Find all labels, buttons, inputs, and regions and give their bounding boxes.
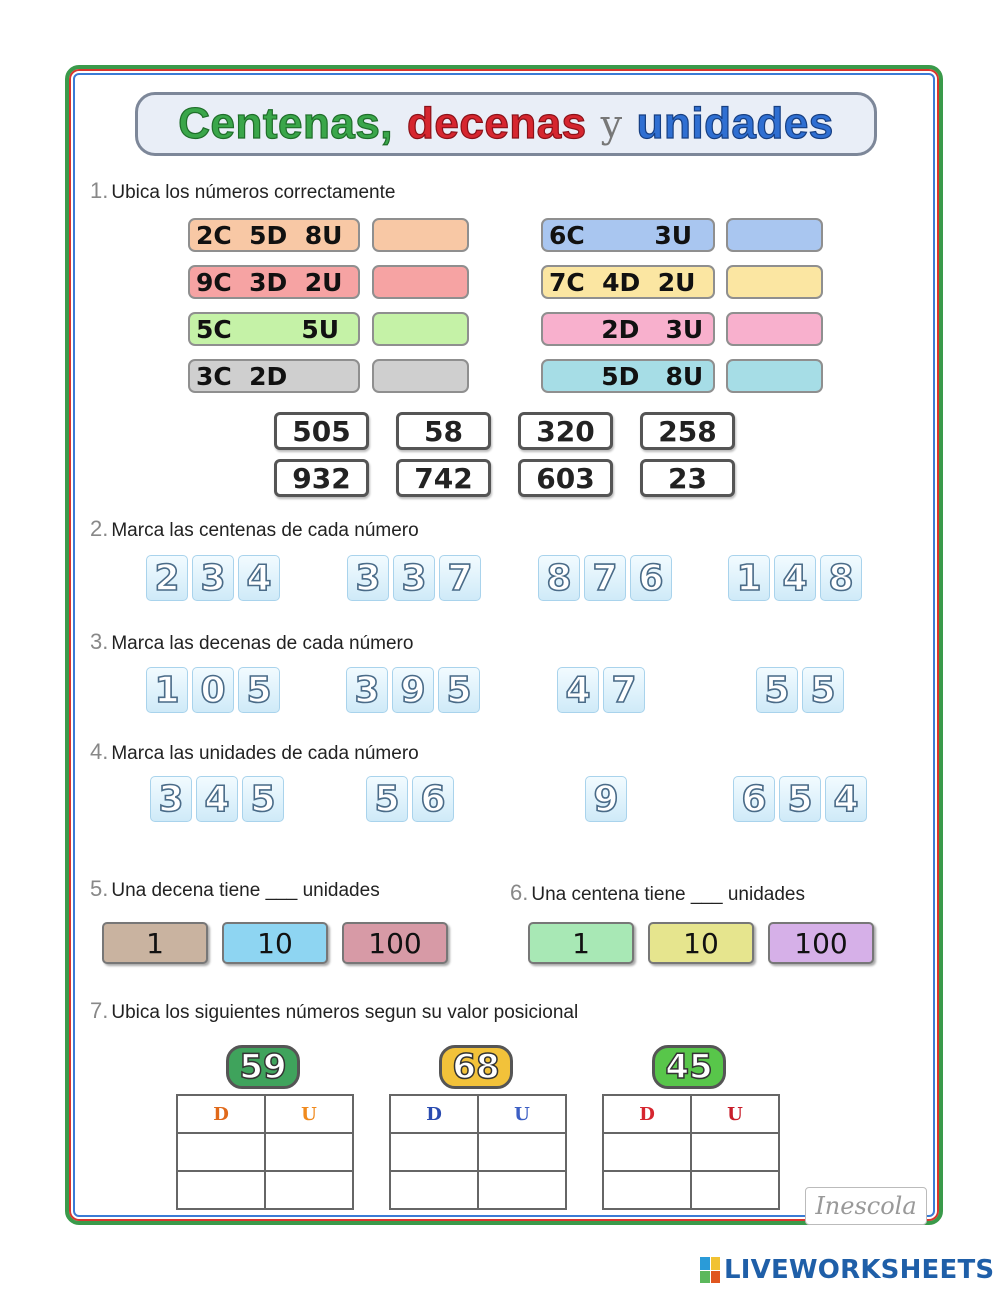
digit-tile[interactable]: 3	[346, 667, 388, 713]
digit-tile[interactable]: 3	[150, 776, 192, 822]
draggable-number[interactable]: 505	[274, 412, 369, 450]
answer-box-right-1[interactable]	[726, 265, 823, 299]
draggable-number[interactable]: 58	[396, 412, 491, 450]
digit-tile[interactable]: 3	[393, 555, 435, 601]
pill-right-1: 7C 4D 2U	[541, 265, 715, 299]
place-value-table	[389, 1094, 567, 1210]
digit-tile[interactable]: 5	[802, 667, 844, 713]
pill-left-2: 5C 5U	[188, 312, 360, 346]
input-cell-unidades[interactable]	[691, 1171, 779, 1209]
q5-option[interactable]: 10	[222, 922, 328, 964]
q6-option[interactable]: 10	[648, 922, 754, 964]
worksheet-title	[135, 92, 877, 156]
question-6-number: 6.	[510, 880, 529, 905]
question-2-text: Marca las centenas de cada número	[111, 520, 419, 541]
draggable-number[interactable]: 320	[518, 412, 613, 450]
header-unidades: U	[265, 1095, 353, 1133]
title-word-unidades: unidades	[636, 99, 834, 148]
digit-tile[interactable]: 4	[825, 776, 867, 822]
pill-right-2: 2D 3U	[541, 312, 715, 346]
question-4-text: Marca las unidades de cada número	[111, 743, 419, 764]
digit-tile[interactable]: 9	[392, 667, 434, 713]
digit-tile[interactable]: 5	[779, 776, 821, 822]
digit-tile[interactable]: 7	[603, 667, 645, 713]
header-decenas: D	[177, 1095, 265, 1133]
question-6	[510, 880, 805, 906]
pill-right-0: 6C 3U	[541, 218, 715, 252]
question-4	[90, 739, 419, 765]
place-value-table	[176, 1094, 354, 1210]
digit-tile[interactable]: 4	[238, 555, 280, 601]
answer-box-right-0[interactable]	[726, 218, 823, 252]
draggable-number[interactable]: 742	[396, 459, 491, 497]
input-cell-decenas[interactable]	[603, 1133, 691, 1171]
digit-tile[interactable]: 5	[756, 667, 798, 713]
digit-tile[interactable]: 4	[774, 555, 816, 601]
answer-box-left-0[interactable]	[372, 218, 469, 252]
question-3-text: Marca las decenas de cada número	[111, 633, 414, 654]
digit-tile[interactable]: 3	[347, 555, 389, 601]
digit-tile[interactable]: 0	[192, 667, 234, 713]
q5-option[interactable]: 100	[342, 922, 448, 964]
question-5	[90, 876, 380, 902]
input-cell-decenas[interactable]	[603, 1171, 691, 1209]
draggable-number[interactable]: 603	[518, 459, 613, 497]
draggable-number[interactable]: 258	[640, 412, 735, 450]
digit-tile[interactable]: 4	[557, 667, 599, 713]
digit-tile[interactable]: 5	[238, 667, 280, 713]
input-cell-unidades[interactable]	[478, 1171, 566, 1209]
digit-tile[interactable]: 7	[439, 555, 481, 601]
title-word-decenas: decenas	[407, 99, 587, 148]
title-word-centenas: Centenas,	[178, 99, 394, 148]
question-2	[90, 516, 419, 542]
input-cell-decenas[interactable]	[390, 1171, 478, 1209]
pill-right-3: 5D 8U	[541, 359, 715, 393]
question-7-number: 7.	[90, 998, 109, 1023]
place-value-table	[602, 1094, 780, 1210]
question-4-number: 4.	[90, 739, 109, 764]
input-cell-unidades[interactable]	[478, 1133, 566, 1171]
answer-box-right-2[interactable]	[726, 312, 823, 346]
question-3	[90, 629, 413, 655]
question-1-number: 1.	[90, 178, 109, 203]
draggable-number[interactable]: 23	[640, 459, 735, 497]
q6-option[interactable]: 100	[768, 922, 874, 964]
title-word-y: y	[600, 102, 623, 146]
pill-left-1: 9C 3D 2U	[188, 265, 360, 299]
question-3-number: 3.	[90, 629, 109, 654]
digit-tile[interactable]: 5	[366, 776, 408, 822]
number-bubble: 68	[439, 1045, 513, 1089]
input-cell-unidades[interactable]	[265, 1171, 353, 1209]
digit-tile[interactable]: 6	[733, 776, 775, 822]
digit-tile[interactable]: 7	[584, 555, 626, 601]
q5-option[interactable]: 1	[102, 922, 208, 964]
question-7	[90, 998, 578, 1024]
input-cell-decenas[interactable]	[390, 1133, 478, 1171]
q6-option[interactable]: 1	[528, 922, 634, 964]
question-1-text: Ubica los números correctamente	[111, 182, 396, 203]
input-cell-decenas[interactable]	[177, 1133, 265, 1171]
digit-tile[interactable]: 2	[146, 555, 188, 601]
header-decenas: D	[390, 1095, 478, 1133]
question-1	[90, 178, 395, 204]
digit-tile[interactable]: 4	[196, 776, 238, 822]
digit-tile[interactable]: 1	[728, 555, 770, 601]
liveworksheets-icon	[700, 1257, 720, 1283]
inescola-brand: Inescola	[805, 1187, 927, 1225]
question-6-text: Una centena tiene ___ unidades	[531, 884, 805, 905]
digit-tile[interactable]: 1	[146, 667, 188, 713]
number-bubble: 45	[652, 1045, 726, 1089]
question-5-number: 5.	[90, 876, 109, 901]
number-bubble: 59	[226, 1045, 300, 1089]
answer-box-left-3[interactable]	[372, 359, 469, 393]
input-cell-decenas[interactable]	[177, 1171, 265, 1209]
question-7-text: Ubica los siguientes números segun su valor posicional	[111, 1002, 579, 1023]
header-decenas: D	[603, 1095, 691, 1133]
digit-tile[interactable]: 3	[192, 555, 234, 601]
input-cell-unidades[interactable]	[691, 1133, 779, 1171]
liveworksheets-text: LIVEWORKSHEETS	[724, 1255, 995, 1285]
answer-box-left-1[interactable]	[372, 265, 469, 299]
pill-left-3: 3C 2D	[188, 359, 360, 393]
answer-box-right-3[interactable]	[726, 359, 823, 393]
header-unidades: U	[478, 1095, 566, 1133]
liveworksheets-logo[interactable]	[700, 1255, 994, 1285]
answer-box-left-2[interactable]	[372, 312, 469, 346]
digit-tile[interactable]: 9	[585, 776, 627, 822]
pill-left-0: 2C 5D 8U	[188, 218, 360, 252]
digit-tile[interactable]: 5	[242, 776, 284, 822]
digit-tile[interactable]: 6	[412, 776, 454, 822]
question-5-text: Una decena tiene ___ unidades	[111, 880, 380, 901]
header-unidades: U	[691, 1095, 779, 1133]
digit-tile[interactable]: 8	[820, 555, 862, 601]
input-cell-unidades[interactable]	[265, 1133, 353, 1171]
draggable-number[interactable]: 932	[274, 459, 369, 497]
question-2-number: 2.	[90, 516, 109, 541]
digit-tile[interactable]: 6	[630, 555, 672, 601]
digit-tile[interactable]: 8	[538, 555, 580, 601]
digit-tile[interactable]: 5	[438, 667, 480, 713]
